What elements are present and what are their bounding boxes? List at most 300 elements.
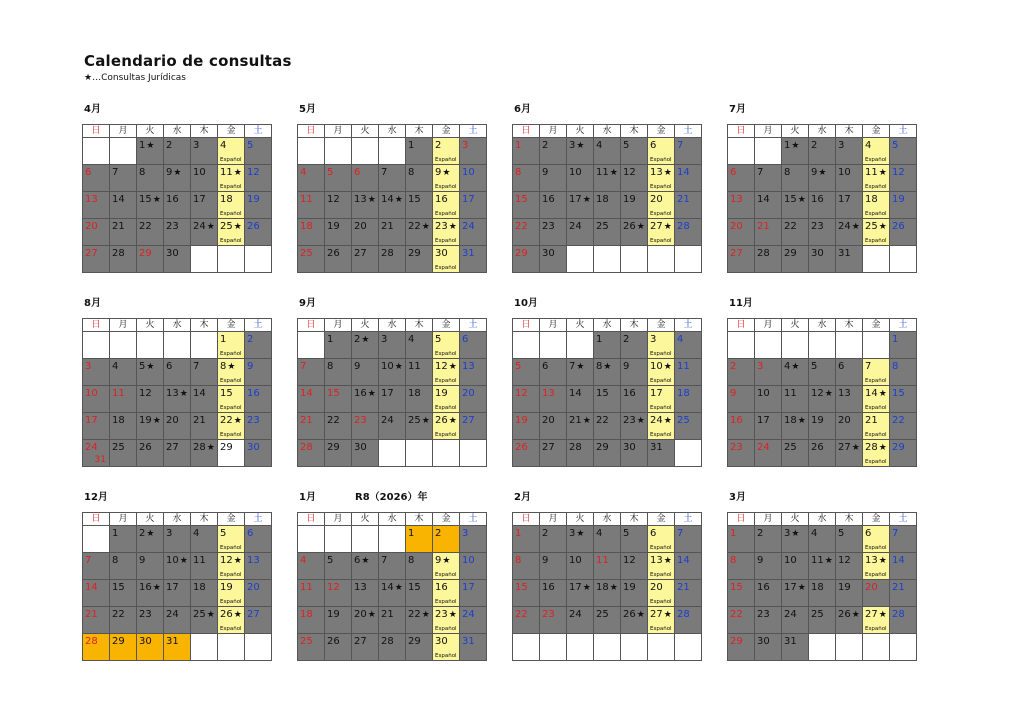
day-number: 11	[300, 582, 313, 593]
weekday-header: 水	[809, 513, 836, 526]
day-number: 19	[247, 194, 260, 205]
day-number: 4	[112, 361, 119, 372]
day-number: 4	[193, 528, 200, 539]
day-cell	[406, 526, 433, 553]
page-title: Calendario de consultas	[84, 52, 292, 70]
day-number: 21	[677, 582, 690, 593]
day-cell	[83, 413, 110, 440]
day-number: 8	[139, 167, 146, 178]
day-number: 5★	[139, 361, 155, 372]
day-number: 3	[85, 361, 92, 372]
day-number: 15★	[784, 194, 806, 205]
espanol-note: Español	[650, 599, 672, 605]
day-number: 25★	[220, 221, 242, 232]
day-number: 1	[515, 528, 522, 539]
day-number: 3	[650, 334, 657, 345]
day-number: 18	[408, 388, 421, 399]
day-cell	[594, 580, 621, 607]
espanol-note: Español	[650, 626, 672, 632]
weekday-header: 木	[836, 513, 863, 526]
day-number: 31	[462, 636, 475, 647]
day-number: 24	[757, 442, 770, 453]
day-number: 26	[811, 442, 824, 453]
day-cell	[513, 553, 540, 580]
weekday-header: 火	[567, 513, 594, 526]
day-cell	[433, 386, 460, 413]
month-grid	[82, 124, 272, 273]
day-number: 29	[220, 442, 233, 453]
day-cell	[379, 634, 406, 661]
day-cell	[406, 386, 433, 413]
day-cell	[83, 634, 110, 661]
espanol-note: Español	[435, 211, 457, 217]
star-icon: ★	[636, 610, 645, 620]
day-number: 15	[892, 388, 905, 399]
day-number: 3	[193, 140, 200, 151]
day-cell	[728, 246, 755, 273]
day-number: 20	[166, 415, 179, 426]
day-cell	[755, 526, 782, 553]
day-cell	[164, 580, 191, 607]
day-number: 28	[381, 248, 394, 259]
day-number: 2	[435, 140, 442, 151]
day-cell	[621, 580, 648, 607]
month-grid	[512, 512, 702, 661]
day-number: 18★	[596, 582, 618, 593]
day-cell	[809, 553, 836, 580]
day-number: 29	[515, 248, 528, 259]
day-cell	[728, 607, 755, 634]
day-cell	[164, 359, 191, 386]
day-number: 5	[623, 528, 630, 539]
empty-cell	[648, 246, 675, 273]
day-cell	[594, 526, 621, 553]
day-number: 26	[327, 636, 340, 647]
day-cell	[218, 553, 245, 580]
weekday-header: 土	[460, 319, 487, 332]
day-cell	[728, 192, 755, 219]
day-cell	[809, 165, 836, 192]
empty-cell	[298, 526, 325, 553]
empty-cell	[675, 440, 702, 467]
day-number: 27★	[838, 442, 860, 453]
espanol-note: Español	[220, 405, 242, 411]
month-label: 10月	[514, 298, 538, 309]
day-cell	[379, 165, 406, 192]
day-cell	[540, 553, 567, 580]
espanol-note: Español	[865, 459, 887, 465]
espanol-note: Español	[220, 545, 242, 551]
day-number: 23★	[623, 415, 645, 426]
empty-cell	[325, 526, 352, 553]
day-cell	[191, 553, 218, 580]
day-cell	[594, 413, 621, 440]
day-cell	[218, 526, 245, 553]
day-number: 18★	[784, 415, 806, 426]
weekday-header: 金	[648, 319, 675, 332]
day-number: 14	[112, 194, 125, 205]
day-cell	[863, 440, 890, 467]
day-cell	[782, 192, 809, 219]
empty-cell	[406, 440, 433, 467]
day-number: 16★	[354, 388, 376, 399]
day-cell	[83, 246, 110, 273]
day-cell	[218, 219, 245, 246]
empty-cell	[890, 634, 917, 661]
day-cell	[728, 413, 755, 440]
day-cell	[433, 526, 460, 553]
day-cell	[218, 440, 245, 467]
month-label: 7月	[729, 104, 746, 115]
day-cell	[460, 219, 487, 246]
day-number: 22★	[408, 609, 430, 620]
day-cell	[406, 165, 433, 192]
day-number: 28	[300, 442, 313, 453]
day-number: 13★	[650, 555, 672, 566]
day-cell	[245, 219, 272, 246]
day-cell	[433, 580, 460, 607]
espanol-note: Español	[865, 572, 887, 578]
star-icon: ★	[448, 222, 457, 232]
day-number: 29	[139, 248, 152, 259]
day-number: 2★	[354, 334, 370, 345]
star-icon: ★	[233, 222, 242, 232]
day-cell	[648, 165, 675, 192]
day-number: 19	[327, 221, 340, 232]
day-cell	[540, 386, 567, 413]
day-cell	[352, 440, 379, 467]
day-cell	[648, 138, 675, 165]
day-cell	[325, 386, 352, 413]
day-number: 14	[677, 555, 690, 566]
day-number: 8	[784, 167, 791, 178]
day-cell	[621, 386, 648, 413]
weekday-header: 木	[191, 125, 218, 138]
day-number: 14	[677, 167, 690, 178]
day-cell	[110, 246, 137, 273]
day-cell	[379, 359, 406, 386]
day-number: 5	[811, 361, 818, 372]
espanol-note: Español	[650, 572, 672, 578]
day-cell	[110, 580, 137, 607]
weekday-header: 日	[728, 125, 755, 138]
day-number: 7	[381, 167, 388, 178]
empty-cell	[890, 246, 917, 273]
day-number: 12	[247, 167, 260, 178]
weekday-header: 月	[325, 513, 352, 526]
day-number: 30	[811, 248, 824, 259]
weekday-header: 木	[836, 319, 863, 332]
day-number: 30	[435, 636, 448, 647]
day-number: 7	[300, 361, 307, 372]
day-number: 16★	[139, 582, 161, 593]
day-cell	[728, 526, 755, 553]
day-number: 6	[730, 167, 737, 178]
empty-cell	[675, 246, 702, 273]
empty-cell	[352, 138, 379, 165]
day-number: 15★	[139, 194, 161, 205]
star-icon: ★	[878, 389, 887, 399]
star-icon: ★	[663, 222, 672, 232]
day-cell	[782, 413, 809, 440]
day-cell	[325, 165, 352, 192]
star-icon: ★	[851, 610, 860, 620]
day-cell	[460, 165, 487, 192]
day-cell	[513, 526, 540, 553]
day-number: 27	[166, 442, 179, 453]
day-number: 28	[112, 248, 125, 259]
day-cell	[513, 138, 540, 165]
day-number: 1★	[784, 140, 800, 151]
day-cell	[110, 192, 137, 219]
day-cell	[675, 138, 702, 165]
day-number: 14	[757, 194, 770, 205]
weekday-header: 土	[460, 513, 487, 526]
day-cell	[890, 219, 917, 246]
day-number: 20	[462, 388, 475, 399]
day-number: 1	[596, 334, 603, 345]
day-number: 10	[462, 167, 475, 178]
day-cell	[245, 607, 272, 634]
day-number: 10	[85, 388, 98, 399]
day-number: 11★	[865, 167, 887, 178]
day-cell	[648, 607, 675, 634]
day-cell	[406, 219, 433, 246]
day-number: 24★	[838, 221, 860, 232]
day-number: 9	[757, 555, 764, 566]
weekday-header: 水	[594, 513, 621, 526]
weekday-header: 水	[809, 125, 836, 138]
day-number: 8	[515, 555, 522, 566]
weekday-header: 木	[191, 513, 218, 526]
star-icon: ★	[152, 583, 161, 593]
espanol-note: Español	[865, 545, 887, 551]
day-cell	[379, 553, 406, 580]
day-number: 6★	[354, 555, 370, 566]
star-icon: ★	[146, 141, 155, 151]
empty-cell	[567, 332, 594, 359]
day-number: 10	[193, 167, 206, 178]
day-number: 7	[193, 361, 200, 372]
day-number: 14★	[865, 388, 887, 399]
day-number: 9★	[811, 167, 827, 178]
day-cell	[890, 580, 917, 607]
day-cell	[245, 165, 272, 192]
day-cell	[460, 607, 487, 634]
day-number: 24	[381, 415, 394, 426]
day-cell	[648, 413, 675, 440]
day-cell	[513, 607, 540, 634]
day-cell	[218, 413, 245, 440]
day-cell	[433, 332, 460, 359]
day-number: 23	[542, 221, 555, 232]
espanol-note: Español	[220, 157, 242, 163]
day-cell	[728, 386, 755, 413]
empty-cell	[164, 332, 191, 359]
day-number: 22	[327, 415, 340, 426]
empty-cell	[218, 246, 245, 273]
day-cell	[594, 138, 621, 165]
empty-cell	[110, 138, 137, 165]
star-icon: ★	[797, 583, 806, 593]
day-number: 1	[112, 528, 119, 539]
day-number: 11	[112, 388, 125, 399]
weekday-header: 日	[83, 319, 110, 332]
day-cell	[352, 413, 379, 440]
day-cell	[298, 192, 325, 219]
day-cell	[325, 413, 352, 440]
day-cell	[218, 165, 245, 192]
espanol-note: Español	[650, 432, 672, 438]
day-cell	[406, 607, 433, 634]
day-number: 19	[892, 194, 905, 205]
day-cell	[863, 607, 890, 634]
day-cell	[621, 192, 648, 219]
empty-cell	[648, 634, 675, 661]
day-cell	[890, 192, 917, 219]
legend: ★…Consultas Jurídicas	[84, 73, 186, 83]
day-number: 26	[247, 221, 260, 232]
empty-cell	[110, 332, 137, 359]
month-label: 9月	[299, 298, 316, 309]
day-number: 22	[596, 415, 609, 426]
day-number: 11	[193, 555, 206, 566]
day-number: 1	[408, 528, 415, 539]
day-cell	[567, 580, 594, 607]
day-number: 2	[542, 528, 549, 539]
day-cell	[83, 359, 110, 386]
day-cell	[164, 138, 191, 165]
day-cell	[863, 553, 890, 580]
day-number: 25	[596, 221, 609, 232]
espanol-note: Español	[435, 157, 457, 163]
day-cell	[755, 246, 782, 273]
day-cell	[406, 359, 433, 386]
weekday-header: 水	[164, 513, 191, 526]
day-number: 17	[650, 388, 663, 399]
day-cell	[137, 192, 164, 219]
day-number: 25	[596, 609, 609, 620]
day-number: 16	[542, 194, 555, 205]
day-cell	[540, 219, 567, 246]
day-cell	[782, 138, 809, 165]
day-cell	[218, 607, 245, 634]
day-number: 1★	[139, 140, 155, 151]
espanol-note: Español	[865, 405, 887, 411]
day-number: 4	[811, 528, 818, 539]
day-cell	[406, 246, 433, 273]
day-number: 17★	[569, 194, 591, 205]
weekday-header: 木	[406, 125, 433, 138]
day-cell	[540, 526, 567, 553]
day-number: 14	[193, 388, 206, 399]
day-number: 27	[85, 248, 98, 259]
weekday-header: 月	[325, 319, 352, 332]
empty-cell	[83, 138, 110, 165]
star-icon: ★	[636, 222, 645, 232]
day-number: 7	[892, 528, 899, 539]
star-icon: ★	[173, 168, 182, 178]
weekday-header: 火	[137, 319, 164, 332]
day-number: 12	[327, 194, 340, 205]
day-cell	[110, 553, 137, 580]
star-icon: ★	[394, 583, 403, 593]
espanol-note: Español	[435, 572, 457, 578]
star-icon: ★	[233, 610, 242, 620]
day-number: 20	[730, 221, 743, 232]
month-grid	[82, 512, 272, 661]
star-icon: ★	[233, 168, 242, 178]
day-cell	[567, 553, 594, 580]
day-cell	[460, 526, 487, 553]
day-cell	[621, 607, 648, 634]
day-number: 6	[247, 528, 254, 539]
espanol-note: Español	[220, 599, 242, 605]
day-cell	[782, 246, 809, 273]
day-number: 16	[623, 388, 636, 399]
day-number: 20	[838, 415, 851, 426]
day-number: 21	[677, 194, 690, 205]
day-cell	[460, 332, 487, 359]
day-cell	[836, 580, 863, 607]
month-grid	[297, 124, 487, 273]
day-cell	[675, 607, 702, 634]
day-number: 23★	[435, 221, 457, 232]
espanol-note: Español	[435, 599, 457, 605]
day-number: 6	[462, 334, 469, 345]
day-number: 12	[892, 167, 905, 178]
day-cell	[325, 634, 352, 661]
day-number: 17	[757, 415, 770, 426]
empty-cell	[218, 634, 245, 661]
month-grid	[82, 318, 272, 467]
day-cell	[191, 526, 218, 553]
day-number: 6	[354, 167, 361, 178]
day-number: 29	[596, 442, 609, 453]
day-number: 29	[892, 442, 905, 453]
empty-cell	[191, 634, 218, 661]
weekday-header: 木	[836, 125, 863, 138]
day-number: 2	[166, 140, 173, 151]
day-cell	[648, 219, 675, 246]
day-cell	[83, 165, 110, 192]
day-number: 19	[327, 609, 340, 620]
day-cell	[110, 386, 137, 413]
empty-cell	[540, 332, 567, 359]
star-icon: ★	[206, 610, 215, 620]
day-cell	[836, 386, 863, 413]
day-cell	[433, 138, 460, 165]
day-cell	[83, 607, 110, 634]
day-cell	[648, 332, 675, 359]
star-icon: ★	[152, 416, 161, 426]
day-cell	[836, 246, 863, 273]
day-cell	[594, 386, 621, 413]
day-number: 13★	[865, 555, 887, 566]
day-cell	[460, 634, 487, 661]
star-icon: ★	[576, 362, 585, 372]
day-number: 27	[542, 442, 555, 453]
day-cell	[782, 219, 809, 246]
weekday-header: 金	[433, 125, 460, 138]
empty-cell	[809, 332, 836, 359]
day-cell	[191, 413, 218, 440]
weekday-header: 日	[298, 513, 325, 526]
day-number: 7	[677, 528, 684, 539]
day-cell	[890, 607, 917, 634]
day-number: 29	[112, 636, 125, 647]
day-cell	[164, 192, 191, 219]
